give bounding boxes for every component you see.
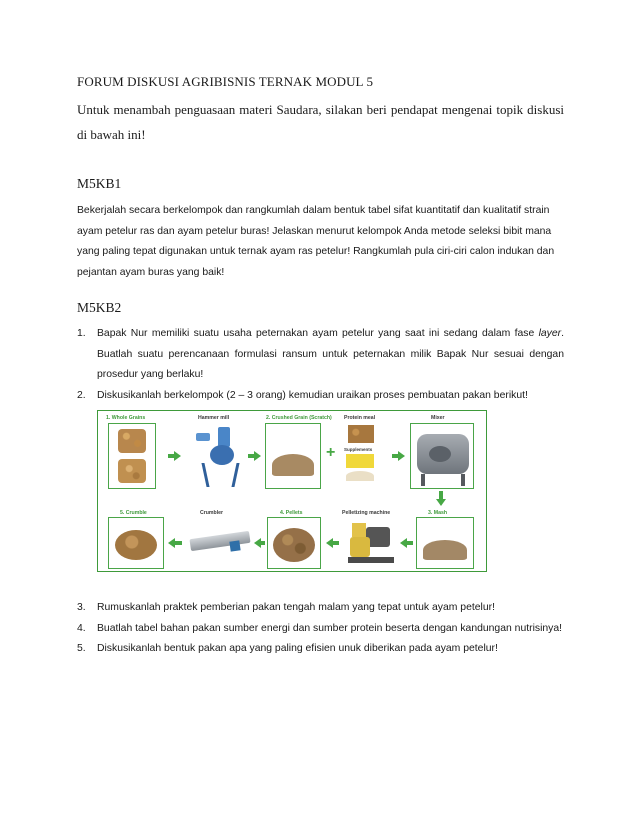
- label-pellets: 4. Pellets: [280, 510, 303, 516]
- label-supplements: Supplements: [344, 447, 373, 452]
- supplement-powder-image: [346, 471, 374, 481]
- arrow-down-icon: [436, 499, 446, 506]
- pelletizing-machine-image: [344, 519, 398, 567]
- arrow-shaft: [168, 454, 175, 458]
- mash-frame: [416, 517, 474, 569]
- list-item: [77, 619, 564, 640]
- list-item-emphasis: layer: [538, 328, 562, 339]
- grain-pile-image: [118, 429, 146, 453]
- arrow-left-icon: [326, 538, 333, 548]
- crumble-frame: [108, 517, 164, 569]
- pellets-frame: [267, 517, 321, 569]
- list-item-text: Diskusikanlah berkelompok (2 – 3 orang) kemudian uraikan proses pembuatan pakan berikut!: [97, 389, 528, 401]
- mixer-frame: [410, 423, 474, 489]
- list-item: [77, 639, 564, 660]
- plus-icon: +: [326, 444, 336, 461]
- arrow-left-icon: [168, 538, 175, 548]
- list-item-text: Diskusikanlah bentuk pakan apa yang paling efisien unuk diberikan pada ayam petelur!: [97, 643, 498, 654]
- section-heading-m5kb1: M5KB1: [77, 176, 122, 191]
- arrow-shaft: [333, 541, 339, 545]
- m5kb2-list-top: [77, 324, 564, 406]
- list-item-number: 4.: [77, 622, 86, 634]
- crumbler-image: [190, 527, 252, 557]
- label-mixer: Mixer: [431, 415, 445, 421]
- label-hammer-mill: Hammer mill: [198, 415, 230, 421]
- arrow-right-icon: [398, 451, 405, 461]
- mixer-leg: [461, 474, 465, 486]
- hammer-mill-image: [196, 425, 246, 489]
- arrow-shaft: [407, 541, 413, 545]
- feed-process-figure: [97, 410, 487, 572]
- arrow-left-icon: [254, 538, 261, 548]
- label-crushed-grain: 2. Crushed Grain (Scratch): [266, 415, 332, 421]
- label-crumbler: Crumbler: [200, 510, 224, 516]
- mash-pile-image: [423, 540, 467, 560]
- list-item: [77, 598, 564, 619]
- label-whole-grains: 1. Whole Grains: [106, 415, 146, 421]
- crumble-pile-image: [115, 530, 157, 560]
- list-item: [77, 386, 564, 407]
- list-item-text: Bapak Nur memiliki suatu usaha peternakan ayam petelur yang saat ini sedang dalam fase: [97, 328, 539, 339]
- label-crumble: 5. Crumble: [120, 510, 147, 516]
- arrow-shaft: [439, 491, 443, 499]
- list-item-text: Rumuskanlah praktek pemberian pakan tengah malam yang tepat untuk ayam petelur!: [97, 602, 495, 613]
- intro-paragraph: Untuk menambah penguasaan materi Saudara, silakan beri pendapat mengenai topik diskusi di bawah ini!: [77, 102, 564, 142]
- arrow-right-icon: [174, 451, 181, 461]
- label-protein-meal: Protein meal: [344, 415, 376, 421]
- list-item-number: 2.: [77, 389, 86, 401]
- arrow-left-icon: [400, 538, 407, 548]
- crushed-grain-pile-image: [272, 454, 314, 476]
- supplements-image: [346, 454, 374, 468]
- list-item-number: 5.: [77, 643, 86, 654]
- crushed-grain-frame: [265, 423, 321, 489]
- list-item-text: Buatlah tabel bahan pakan sumber energi dan sumber protein beserta dengan kandungan nutrisinya!: [97, 622, 563, 634]
- label-pelletizing-machine: Pelletizing machine: [342, 510, 391, 516]
- arrow-right-icon: [254, 451, 261, 461]
- m5kb1-paragraph: Bekerjalah secara berkelompok dan rangkumlah dalam bentuk tabel sifat kuantitatif dan kualitatif strain ayam petelur ras dan ayam petelur buras! Jelaskan menurut kelompok Anda metode seleksi bibit mana yang paling tepat digunakan untuk ternak ayam ras petelur! Rangkumlah pula ciri-ciri calon indukan dan pejantan ayam buras yang baik!: [77, 205, 555, 278]
- grain-pile-image: [118, 459, 146, 483]
- arrow-shaft: [261, 541, 265, 545]
- protein-meal-image: [348, 425, 374, 443]
- list-item-text: . Buatlah suatu perencanaan formulasi ransum untuk peternakan milik Bapak Nur sesuai dengan prosedur yang berlaku!: [97, 328, 564, 380]
- label-mash: 3. Mash: [428, 510, 448, 516]
- section-heading-m5kb2: M5KB2: [77, 300, 122, 315]
- list-item: [77, 324, 564, 386]
- pellets-pile-image: [273, 528, 315, 562]
- m5kb2-list-bottom: [77, 598, 564, 660]
- whole-grains-frame: [108, 423, 156, 489]
- page-title: FORUM DISKUSI AGRIBISNIS TERNAK MODUL 5: [77, 74, 374, 89]
- arrow-shaft: [175, 541, 182, 545]
- list-item-number: 3.: [77, 602, 86, 613]
- mixer-drum: [429, 446, 451, 462]
- list-item-number: 1.: [77, 328, 86, 339]
- mixer-leg: [421, 474, 425, 486]
